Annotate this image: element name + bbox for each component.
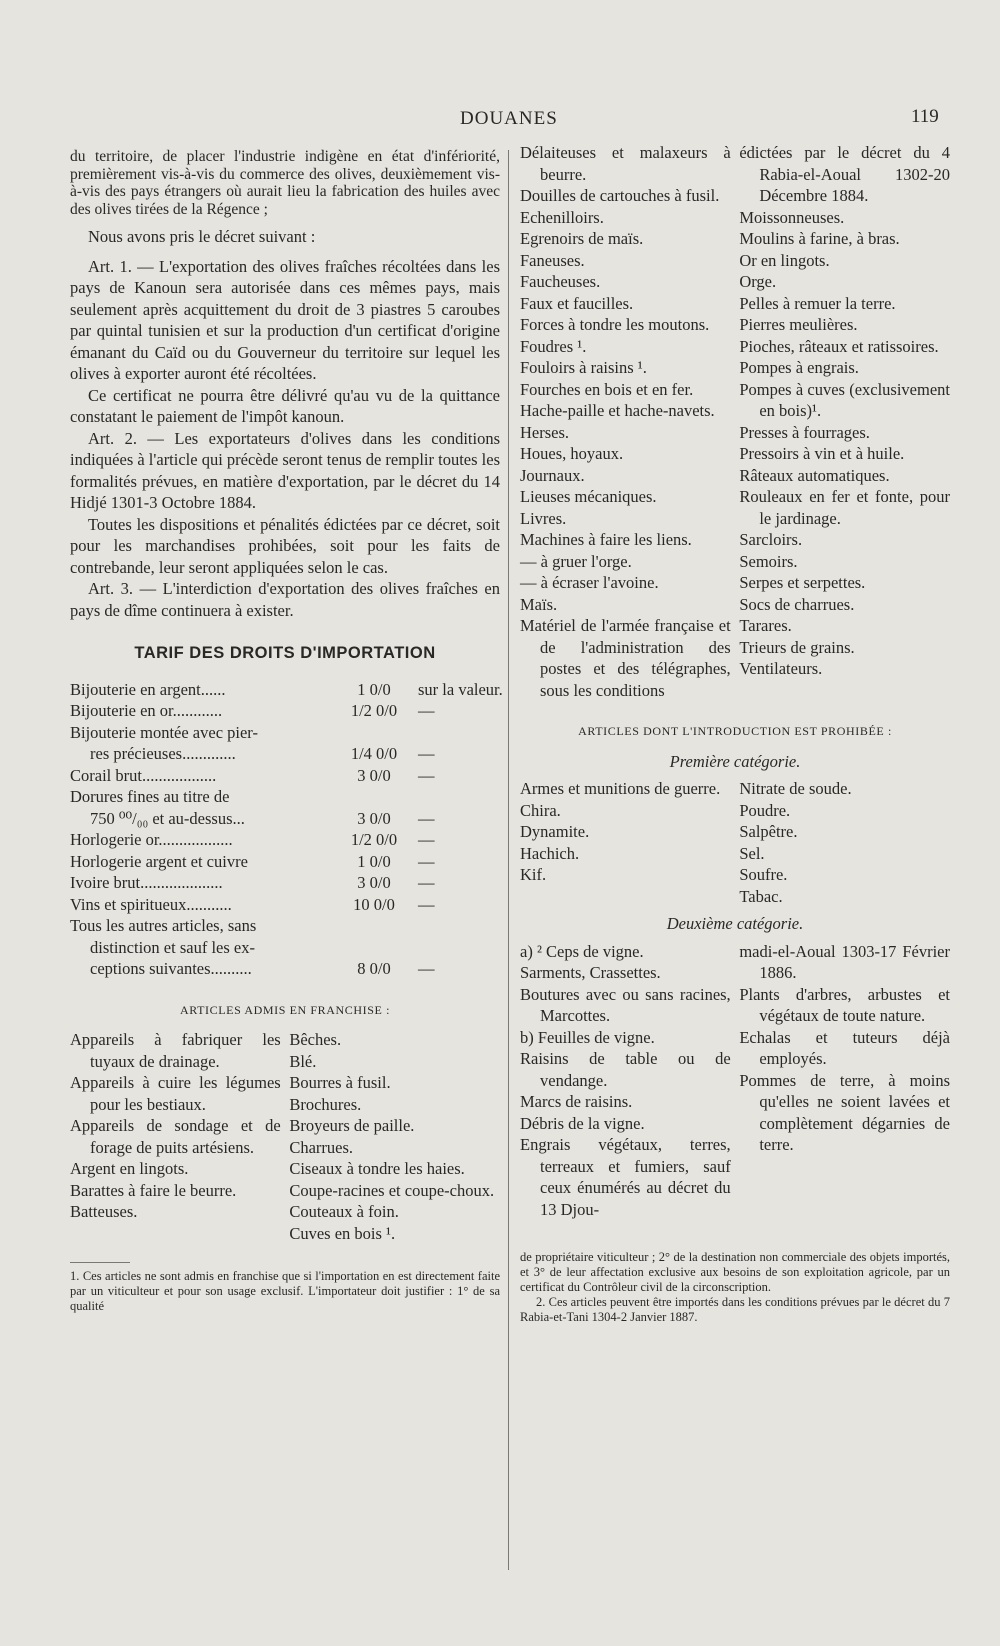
list-item: Egrenoirs de maïs. — [520, 229, 644, 248]
tarif-item-label: Corail brut.................. — [70, 765, 217, 785]
tarif-row — [70, 808, 500, 830]
list-item: Forces à tondre les moutons. — [520, 315, 710, 334]
tarif-suffix: — — [418, 959, 435, 978]
right-column — [520, 142, 950, 1325]
list-item: Journaux. — [520, 465, 585, 485]
list-item: Fouloirs à raisins ¹. — [520, 358, 647, 377]
tarif-suffix: — — [418, 830, 435, 849]
list-item: Foudres ¹. — [520, 336, 587, 356]
list-item: — à écraser l'avoine. — [520, 573, 659, 592]
decree-paragraph: Art. 2. — Les exportateurs d'olives dans les conditions indiquées à l'article qui précède seront tenus de remplir toutes les formalités prévues, en matière d'exportation, par le décret du 14 Hidjé 1301-3 Octobre 1884. — [70, 428, 500, 512]
list-item: Boutures avec ou sans racines, Marcottes. — [520, 984, 731, 1025]
list-item: Tabac. — [739, 886, 783, 906]
tarif-rate: 1/4 0/0 — [350, 744, 398, 763]
list-item: Sarcloirs. — [739, 530, 803, 549]
list-item: Délaiteuses et malaxeurs à beurre. — [520, 143, 731, 184]
list-item: Bourres à fusil. — [289, 1073, 391, 1092]
tarif-item-label: Horlogerie argent et cuivre — [70, 851, 248, 871]
list-item: Tarares. — [739, 616, 792, 635]
tarif-rate: 3 0/0 — [357, 808, 391, 828]
list-item: Hache-paille et hache-navets. — [520, 401, 715, 420]
list-item: Salpêtre. — [739, 822, 798, 841]
list-item: Coupe-racines et coupe-choux. — [289, 1180, 495, 1200]
list-item: Broyeurs de paille. — [289, 1116, 415, 1135]
category-1-title: Première catégorie. — [669, 751, 801, 771]
list-item: Poudre. — [739, 800, 791, 820]
tarif-item-label: Dorures fines au titre de — [70, 787, 230, 806]
list-item: Socs de charrues. — [739, 594, 855, 614]
tarif-row — [70, 872, 500, 894]
list-item: Lieuses mécaniques. — [520, 487, 657, 506]
tarif-rate: 1 0/0 — [357, 851, 391, 871]
list-item: Echenilloirs. — [520, 207, 604, 227]
tarif-item-label: distinction et sauf les ex- — [90, 937, 255, 957]
franchise-list-right — [520, 142, 950, 701]
list-item: Batteuses. — [70, 1202, 138, 1221]
tarif-rate: 1/2 0/0 — [350, 830, 398, 849]
tarif-row — [70, 894, 500, 916]
list-item: Pelles à remuer la terre. — [739, 293, 896, 313]
list-item: Marcs de raisins. — [520, 1092, 633, 1111]
list-item: Fourches en bois et en fer. — [520, 379, 694, 399]
list-item: Soufre. — [739, 865, 788, 884]
tarif-row — [70, 700, 500, 722]
tarif-item-label: Horlogerie or.................. — [70, 830, 233, 849]
list-item: Matériel de l'armée française et de l'administration des postes et des télégraphes, sous les conditions — [520, 616, 731, 700]
tarif-rate: 8 0/0 — [357, 959, 391, 978]
list-item: b) Feuilles de vigne. — [520, 1027, 655, 1047]
page-number: 119 — [911, 106, 939, 127]
list-item: Rouleaux en fer et fonte, pour le jardinage. — [739, 487, 950, 528]
list-item: Moulins à farine, à bras. — [739, 229, 900, 248]
list-item: Appareils à cuire les légumes pour les bestiaux. — [70, 1073, 281, 1114]
tarif-rate: 1 0/0 — [357, 679, 391, 699]
list-item: Machines à faire les liens. — [520, 530, 692, 549]
list-item: Charrues. — [289, 1137, 354, 1157]
tarif-row — [70, 722, 500, 744]
list-item: édictées par le décret du 4 Rabia-el-Aoual 1302-20 Décembre 1884. — [739, 143, 950, 205]
running-title: DOUANES — [460, 108, 558, 129]
list-item: Faucheuses. — [520, 272, 601, 291]
tarif-suffix: — — [418, 701, 435, 720]
list-item: Pommes de terre, à moins qu'elles ne soient lavées et complètement dégarnies de terre. — [739, 1070, 950, 1154]
decree-paragraph: Toutes les dispositions et pénalités édictées par ce décret, soit pour les marchandises prohibées, soit pour les faits de contrebande, leur seront appliquées selon le cas. — [70, 514, 500, 577]
tarif-title: TARIF DES DROITS D'IMPORTATION — [134, 644, 436, 662]
tarif-item-label: Ivoire brut.................... — [70, 873, 223, 892]
tarif-row — [70, 765, 500, 787]
category-2-list — [520, 941, 950, 1221]
tarif-item-label: Bijouterie en or............ — [70, 701, 223, 720]
list-item: Raisins de table ou de vendange. — [520, 1049, 731, 1090]
tarif-suffix: — — [418, 851, 435, 871]
intro-paragraph: du territoire, de placer l'industrie indigène en état d'infériorité, premièrement vis-à-vis du commerce des olives, deuxièmement vis-à-vis des pays étrangers où aurait lieu la fabrication des huiles avec des olives tirées de la Régence ; — [70, 148, 500, 218]
list-item: Cuves en bois ¹. — [289, 1223, 396, 1243]
list-item: Barattes à faire le beurre. — [70, 1180, 237, 1200]
tarif-suffix: — — [418, 808, 435, 828]
decree-paragraph: Ce certificat ne pourra être délivré qu'au vu de la quittance constatant le paiement de l'impôt kanoun. — [70, 385, 500, 426]
tarif-item-label: res précieuses............. — [90, 744, 236, 763]
list-item: Livres. — [520, 508, 567, 528]
list-item: Chira. — [520, 800, 561, 820]
decree-articles — [70, 256, 500, 622]
category-2-title: Deuxième catégorie. — [666, 914, 804, 933]
list-item: Hachich. — [520, 843, 580, 863]
tarif-item-label: Bijouterie montée avec pier- — [70, 722, 258, 742]
list-item: Râteaux automatiques. — [739, 465, 890, 485]
list-item: Kif. — [520, 865, 547, 884]
list-item: Débris de la vigne. — [520, 1113, 645, 1133]
list-item: Armes et munitions de guerre. — [520, 779, 721, 798]
list-item: Blé. — [289, 1051, 317, 1071]
list-item: Orge. — [739, 272, 777, 291]
list-item: Faneuses. — [520, 250, 585, 270]
footnote-2: 2. Ces articles peuvent être importés dans les conditions prévues par le décret du 7 Rabia-et-Tani 1304-2 Janvier 1887. — [520, 1295, 950, 1324]
tarif-item-label: ceptions suivantes.......... — [90, 959, 252, 978]
list-item: Moissonneuses. — [739, 207, 845, 227]
list-item: Sel. — [739, 843, 765, 863]
tarif-table — [70, 679, 503, 980]
list-item: Pompes à cuves (exclusivement en bois)¹. — [739, 379, 950, 420]
list-item: Sarments, Crassettes. — [520, 963, 661, 982]
tarif-rate: 1/2 0/0 — [350, 701, 398, 720]
list-item: Appareils à fabriquer les tuyaux de drainage. — [70, 1030, 281, 1071]
tarif-row — [70, 958, 500, 980]
list-item: Nitrate de soude. — [739, 779, 852, 798]
footnote-rule — [70, 1262, 130, 1263]
tarif-rate: 3 0/0 — [357, 873, 391, 892]
list-item: Pressoirs à vin et à huile. — [739, 444, 905, 463]
list-item: Serpes et serpettes. — [739, 573, 866, 592]
list-item: Douilles de cartouches à fusil. — [520, 186, 720, 205]
tarif-row — [70, 786, 500, 808]
tarif-item-label: Bijouterie en argent...... — [70, 679, 226, 699]
tarif-item-label: 750 ⁰⁰/₀₀ et au-dessus... — [90, 808, 245, 828]
list-item: Appareils de sondage et de forage de puits artésiens. — [70, 1116, 281, 1157]
list-item: Echalas et tuteurs déjà employés. — [739, 1027, 950, 1068]
list-item: a) ² Ceps de vigne. — [520, 941, 644, 961]
tarif-row — [70, 743, 500, 765]
list-item: Pompes à engrais. — [739, 358, 859, 377]
decree-paragraph: Art. 3. — L'interdiction d'exportation des olives fraîches en pays de dîme continuera à exister. — [70, 579, 500, 620]
column-divider — [508, 150, 509, 1570]
list-item: — à gruer l'orge. — [520, 551, 632, 571]
list-item: Couteaux à foin. — [289, 1202, 399, 1221]
tarif-rate: 3 0/0 — [357, 765, 391, 785]
list-item: Ciseaux à tondre les haies. — [289, 1159, 465, 1178]
footnote-1: 1. Ces articles ne sont admis en franchise que si l'importation en est directement faite par un viticulteur et pour son usage exclusif. L'importateur doit justifier : 1° de sa qualité — [70, 1269, 500, 1313]
tarif-row — [70, 679, 503, 701]
list-item: Pierres meulières. — [739, 315, 858, 334]
list-item: Brochures. — [289, 1094, 362, 1114]
franchise-list-left — [70, 1029, 500, 1244]
list-item: Presses à fourrages. — [739, 422, 870, 442]
list-item: Semoirs. — [739, 551, 798, 571]
tarif-row — [70, 829, 500, 851]
tarif-row — [70, 851, 500, 873]
list-item: Plants d'arbres, arbustes et végétaux de toute nature. — [739, 984, 950, 1025]
tarif-suffix: — — [418, 894, 435, 914]
tarif-suffix: — — [418, 744, 435, 763]
franchise-title: ARTICLES ADMIS EN FRANCHISE : — [179, 1002, 391, 1017]
tarif-suffix: sur la valeur. — [418, 679, 503, 699]
list-item: Pioches, râteaux et ratissoires. — [739, 336, 939, 356]
tarif-row — [70, 915, 500, 937]
tarif-item-label: Vins et spiritueux........... — [70, 894, 232, 914]
list-item: Herses. — [520, 422, 570, 442]
left-column — [70, 148, 503, 1314]
list-item: Trieurs de grains. — [739, 637, 855, 657]
footnote-1-continued: de propriétaire viticulteur ; 2° de la destination non commerciale des objets importés, et 3° de leur affectation exclusive aux besoins de son exploitation agricole, par un certificat du Contrôleur civil de la circonscription. — [520, 1250, 950, 1294]
list-item: Argent en lingots. — [70, 1159, 189, 1178]
list-item: Faux et faucilles. — [520, 293, 634, 313]
list-item: Houes, hoyaux. — [520, 444, 624, 463]
tarif-suffix: — — [418, 873, 435, 892]
list-item: madi-el-Aoual 1303-17 Février 1886. — [739, 941, 950, 982]
list-item: Dynamite. — [520, 822, 590, 841]
list-item: Or en lingots. — [739, 250, 830, 270]
decree-intro: Nous avons pris le décret suivant : — [88, 227, 316, 246]
tarif-rate: 10 0/0 — [353, 894, 395, 914]
list-item: Ventilateurs. — [739, 659, 823, 678]
category-1-list — [520, 778, 950, 907]
list-item: Engrais végétaux, terres, terreaux et fumiers, sauf ceux énumérés au décret du 13 Djou- — [520, 1135, 731, 1219]
tarif-item-label: Tous les autres articles, sans — [70, 916, 257, 935]
tarif-suffix: — — [418, 765, 435, 785]
decree-paragraph: Art. 1. — L'exportation des olives fraîches récoltées dans les pays de Kanoun sera autorisée dans ces mêmes pays, mais seulement après acquittement du droit de 3 piastres 5 caroubes par quintal tunisien et sur la production d'un certificat d'origine émanant du Caïd ou du Gouverneur du territoire sur lequel les olives à exporter auront été récoltées. — [70, 256, 500, 383]
tarif-row — [70, 937, 500, 959]
list-item: Bêches. — [289, 1030, 342, 1049]
list-item: Maïs. — [520, 594, 558, 614]
prohibited-title: ARTICLES DONT L'INTRODUCTION EST PROHIBÉE : — [578, 724, 892, 738]
